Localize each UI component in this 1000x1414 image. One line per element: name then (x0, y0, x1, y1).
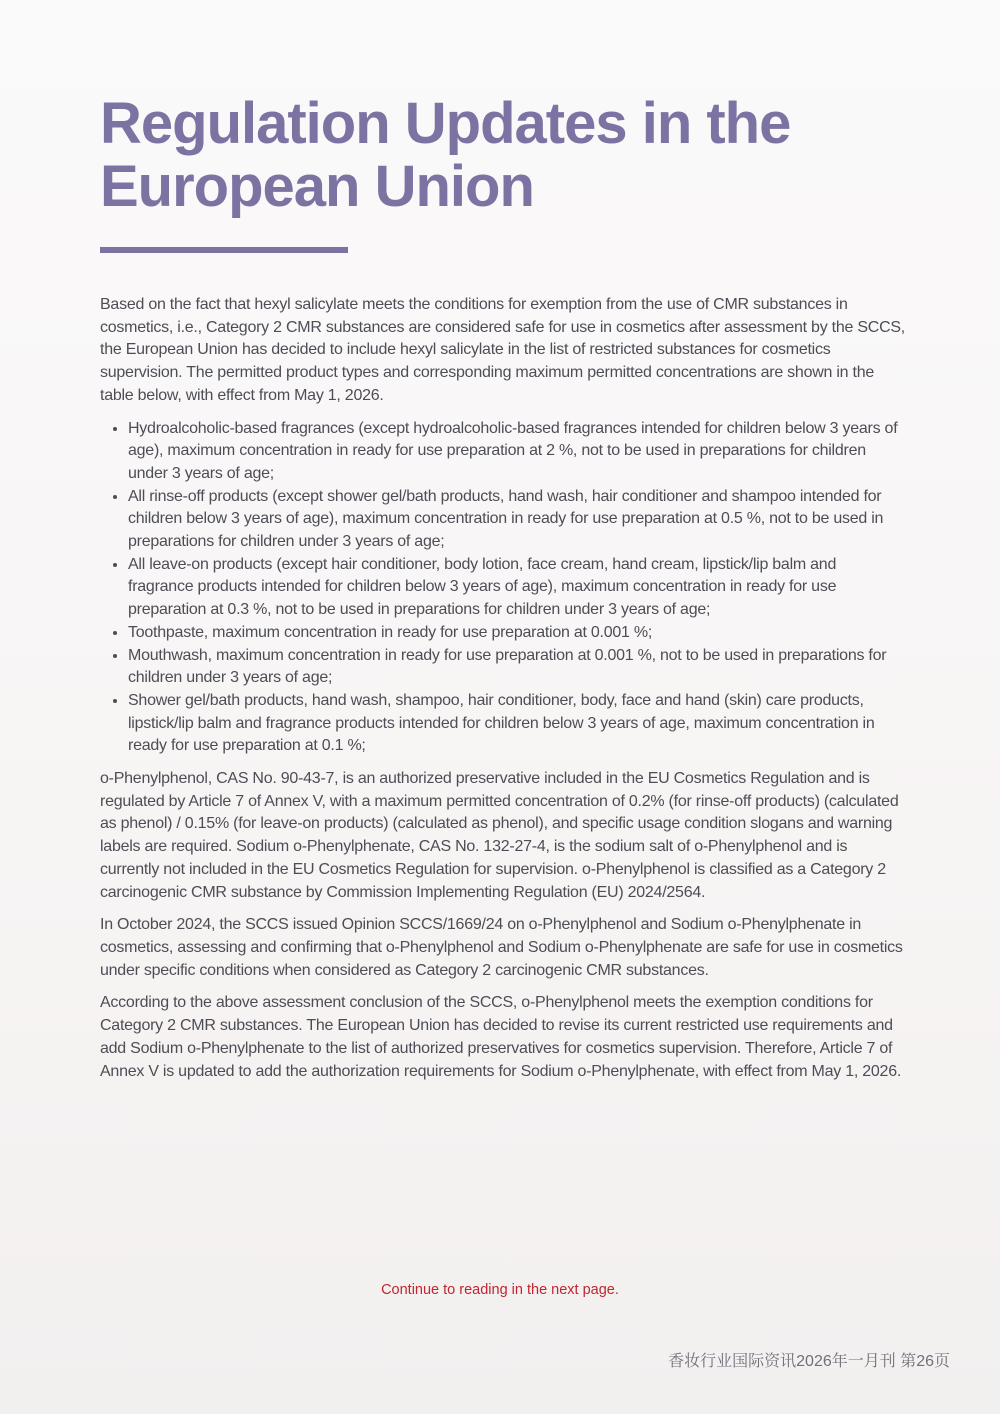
list-item: • Hydroalcoholic-based fragrances (except hydroalcoholic-based fragrances intended for children below 3 years of age), maximum concentration in ready for use preparation at 2 %, not to be used in preparations for children under 3 years of age; (128, 418, 905, 486)
list-item: • All leave-on products (except hair conditioner, body lotion, face cream, hand cream, lipstick/lip balm and fragrance products intended for children below 3 years of age), maximum concentration in ready for use preparation at 0.3 %, not to be used in preparations for children under 3 years of age; (128, 554, 905, 622)
list-item: • Shower gel/bath products, hand wash, shampoo, hair conditioner, body, face and hand (skin) care products, lipstick/lip balm and fragrance products intended for children below 3 years of age, maximum concentration in ready for use preparation at 0.1 %; (128, 690, 905, 758)
bullet-list (100, 418, 905, 759)
paragraph: In October 2024, the SCCS issued Opinion SCCS/1669/24 on o-Phenylphenol and Sodium o-Phenylphenate in cosmetics, assessing and confirming that o-Phenylphenol and Sodium o-Phenylphenate are safe for use in cosmetics under specific conditions when considered as Category 2 carcinogenic CMR substances. (100, 916, 903, 979)
paragraph: o-Phenylphenol, CAS No. 90-43-7, is an authorized preservative included in the EU Cosmetics Regulation and is regulated by Article 7 of Annex V, with a maximum permitted concentration of 0.2% (for rinse-off products) (calculated as phenol) / 0.15% (for leave-on products) (calculated as phenol), and specific usage condition slogans and warning labels are required. Sodium o-Phenylphenate, CAS No. 132-27-4, is the sodium salt of o-Phenylphenol and is currently not included in the EU Cosmetics Regulation for supervision. o-Phenylphenol is classified as a Category 2 carcinogenic CMR substance by Commission Implementing Regulation (EU) 2024/2564. (100, 770, 899, 901)
list-item: • All rinse-off products (except shower gel/bath products, hand wash, hair conditioner and shampoo intended for children below 3 years of age), maximum concentration in ready for use preparation at 0.5 %, not to be used in preparations for children under 3 years of age; (128, 486, 905, 554)
intro-paragraph: Based on the fact that hexyl salicylate meets the conditions for exemption from the use of CMR substances in cosmetics, i.e., Category 2 CMR substances are considered safe for use in cosmetics after assessment by the SCCS, the European Union has decided to include hexyl salicylate in the list of restricted substances for cosmetics supervision. The permitted product types and corresponding maximum permitted concentrations are shown in the table below, with effect from May 1, 2026. (100, 296, 905, 404)
paragraph: According to the above assessment conclusion of the SCCS, o-Phenylphenol meets the exemption conditions for Category 2 CMR substances. The European Union has decided to revise its current restricted use requirements and add Sodium o-Phenylphenate to the list of authorized preservatives for cosmetics supervision. Therefore, Article 7 of Annex V is updated to add the authorization requirements for Sodium o-Phenylphenate, with effect from May 1, 2026. (100, 994, 902, 1080)
continue-note: Continue to reading in the next page. (381, 1282, 619, 1298)
page-footer: 香妆行业国际资讯2026年一月刊 第26页 (668, 1353, 950, 1370)
list-item: • Toothpaste, maximum concentration in ready for use preparation at 0.001 %; (128, 622, 905, 645)
page-title: Regulation Updates in the European Union (100, 91, 791, 219)
title-underline (100, 247, 348, 253)
article-body (100, 294, 905, 1093)
list-item: • Mouthwash, maximum concentration in ready for use preparation at 0.001 %, not to be used in preparations for children under 3 years of age; (128, 645, 905, 690)
